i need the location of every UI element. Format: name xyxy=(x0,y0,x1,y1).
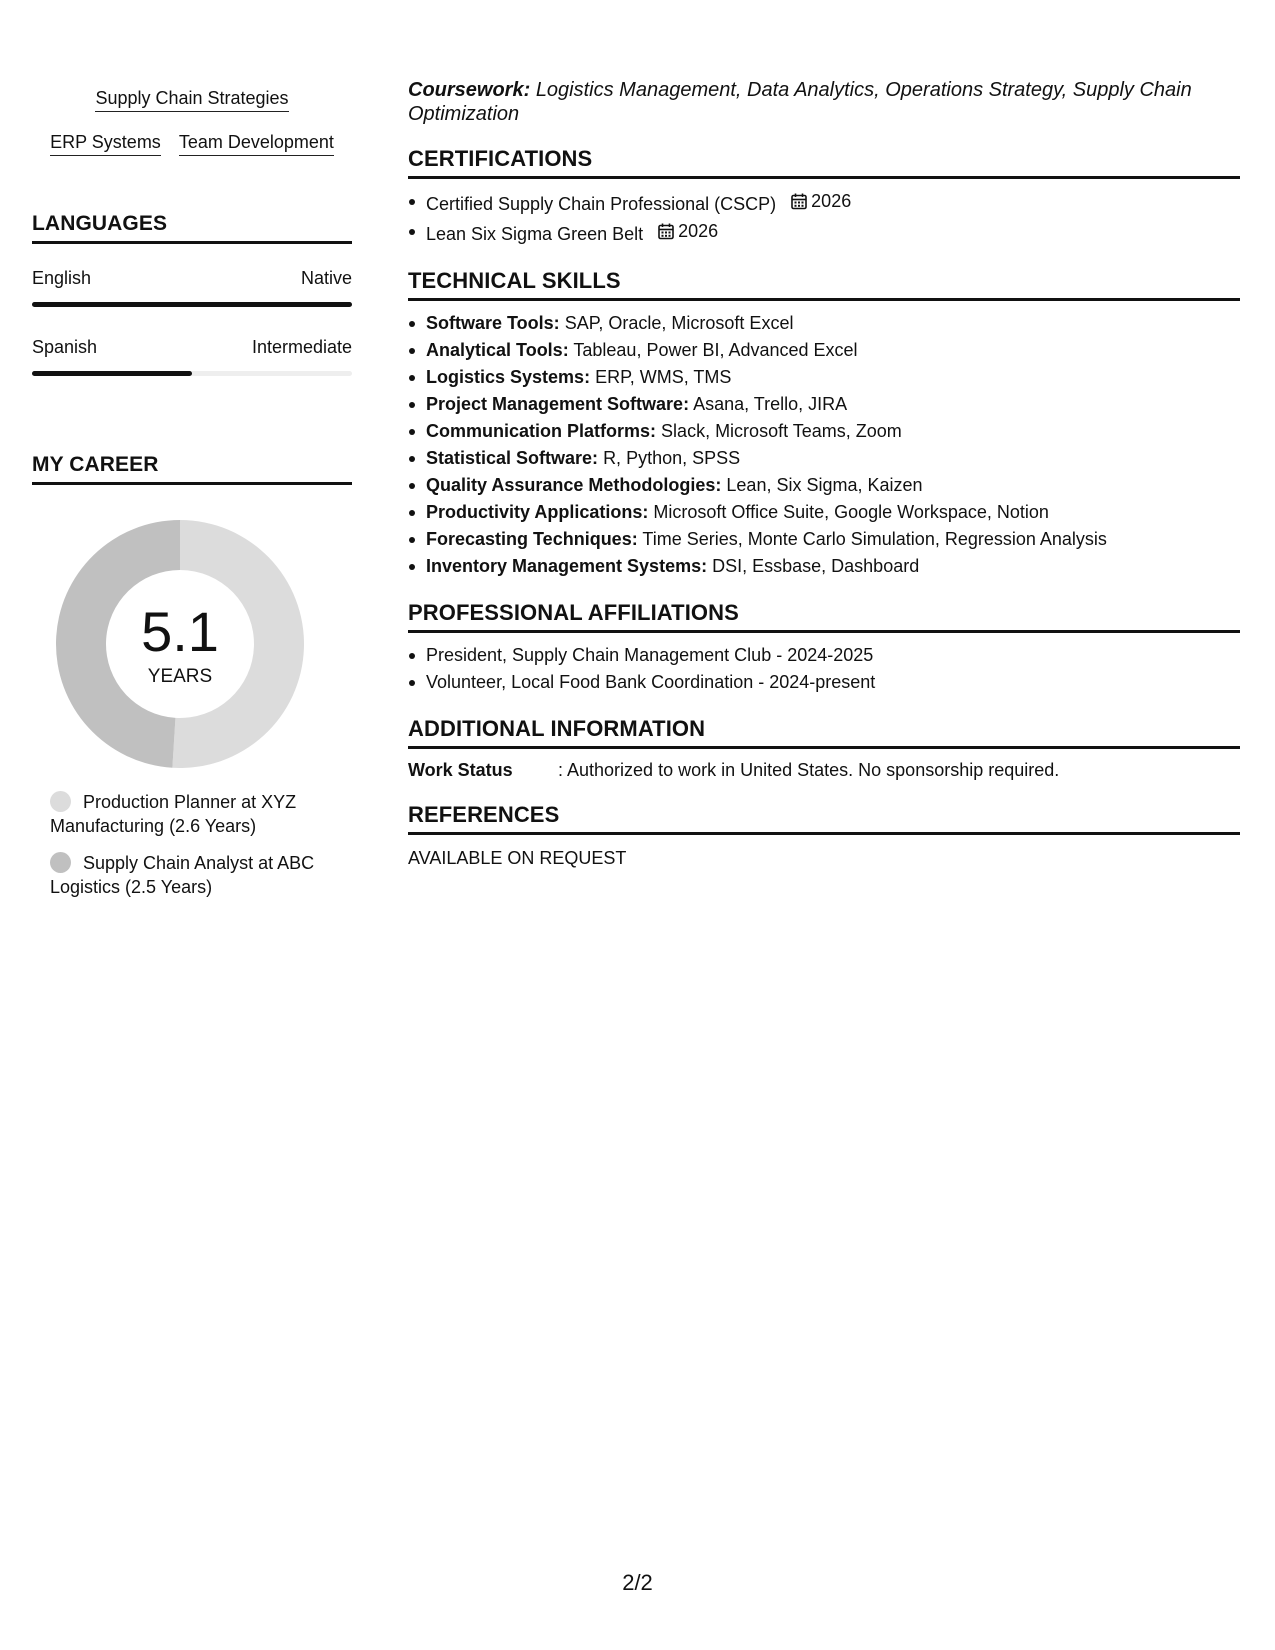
references-title: REFERENCES xyxy=(408,802,560,827)
skill-tags xyxy=(32,86,352,174)
technical-skill-item xyxy=(408,472,1240,499)
technical-skill-item xyxy=(408,499,1240,526)
languages-title: LANGUAGES xyxy=(32,212,168,235)
references-section xyxy=(408,802,1240,870)
skill-tag: Supply Chain Strategies xyxy=(95,86,288,112)
coursework xyxy=(408,78,1240,126)
coursework-text: Logistics Management, Data Analytics, Operations Strategy, Supply Chain Optimization xyxy=(408,79,1192,125)
affiliations-section xyxy=(408,600,1240,696)
coursework-label: Coursework: xyxy=(408,79,531,101)
affiliation-item: Volunteer, Local Food Bank Coordination - 2024-present xyxy=(408,669,1240,696)
skill-category: Project Management Software: xyxy=(426,394,690,414)
legend-dot-icon xyxy=(50,791,71,812)
certification-year: 2026 xyxy=(678,221,719,241)
technical-skills-list xyxy=(408,310,1240,580)
work-status-value: : Authorized to work in United States. No sponsorship required. xyxy=(558,760,1060,780)
skill-values: Microsoft Office Suite, Google Workspace, Notion xyxy=(653,502,1049,522)
technical-skill-item xyxy=(408,364,1240,391)
technical-skill-item xyxy=(408,445,1240,472)
technical-skill-item xyxy=(408,418,1240,445)
career-role-label: Production Planner at XYZ Manufacturing (2.6 Years) xyxy=(50,792,297,836)
certification-item xyxy=(408,218,1240,248)
section-divider xyxy=(32,241,352,244)
affiliations-list xyxy=(408,642,1240,696)
page-number: 2/2 xyxy=(622,1570,653,1595)
skill-values: Asana, Trello, JIRA xyxy=(693,394,848,414)
skill-values: Slack, Microsoft Teams, Zoom xyxy=(661,421,902,441)
certification-name: Certified Supply Chain Professional (CSCP) xyxy=(426,194,777,214)
certifications-section xyxy=(408,146,1240,248)
skill-category: Forecasting Techniques: xyxy=(426,529,638,549)
career-legend-item xyxy=(50,790,350,838)
certifications-list xyxy=(408,188,1240,248)
skill-values: Time Series, Monte Carlo Simulation, Regression Analysis xyxy=(642,529,1107,549)
section-divider xyxy=(408,832,1240,835)
career-years-label: YEARS xyxy=(147,666,213,687)
skill-values: SAP, Oracle, Microsoft Excel xyxy=(564,313,794,333)
skill-values: Tableau, Power BI, Advanced Excel xyxy=(573,340,858,360)
technical-skill-item xyxy=(408,337,1240,364)
language-level: Native xyxy=(300,268,352,288)
skill-category: Quality Assurance Methodologies: xyxy=(426,475,722,495)
career-legend-item xyxy=(50,851,350,899)
language-proficiency-fill xyxy=(32,371,192,376)
career-title: MY CAREER xyxy=(32,453,159,476)
career-role-label: Supply Chain Analyst at ABC Logistics (2.5 Years) xyxy=(50,853,315,897)
technical-skill-item xyxy=(408,391,1240,418)
technical-skill-item xyxy=(408,310,1240,337)
work-status-row xyxy=(408,758,1240,782)
career-donut-chart xyxy=(56,520,304,768)
certification-item xyxy=(408,188,1240,218)
language-proficiency-bar xyxy=(32,371,352,376)
section-divider xyxy=(408,176,1240,179)
language-item xyxy=(32,266,352,307)
skill-category: Inventory Management Systems: xyxy=(426,556,708,576)
language-proficiency-fill xyxy=(32,302,352,307)
language-name: Spanish xyxy=(32,337,98,357)
certification-date xyxy=(658,218,718,245)
section-divider xyxy=(408,746,1240,749)
affiliation-item: President, Supply Chain Management Club - 2024-2025 xyxy=(408,642,1240,669)
calendar-icon xyxy=(791,193,807,210)
career-legend xyxy=(50,790,350,912)
skill-category: Communication Platforms: xyxy=(426,421,657,441)
language-level: Intermediate xyxy=(251,337,352,357)
skill-values: Lean, Six Sigma, Kaizen xyxy=(726,475,923,495)
language-item xyxy=(32,335,352,376)
additional-info-title: ADDITIONAL INFORMATION xyxy=(408,716,706,741)
affiliations-title: PROFESSIONAL AFFILIATIONS xyxy=(408,600,739,625)
section-divider xyxy=(408,298,1240,301)
languages-section-header xyxy=(32,211,352,244)
skill-row xyxy=(32,86,352,112)
language-proficiency-bar xyxy=(32,302,352,307)
certifications-title: CERTIFICATIONS xyxy=(408,146,593,171)
skill-values: R, Python, SPSS xyxy=(603,448,741,468)
skill-tag: ERP Systems xyxy=(50,130,161,156)
additional-info-section xyxy=(408,716,1240,782)
certification-date xyxy=(791,188,851,215)
technical-skills-section xyxy=(408,268,1240,580)
right-column xyxy=(408,78,1240,870)
skill-category: Analytical Tools: xyxy=(426,340,569,360)
skill-category: Statistical Software: xyxy=(426,448,599,468)
skill-values: DSI, Essbase, Dashboard xyxy=(712,556,920,576)
skill-values: ERP, WMS, TMS xyxy=(595,367,732,387)
skill-category: Logistics Systems: xyxy=(426,367,591,387)
work-status-label: Work Status xyxy=(408,760,513,780)
legend-dot-icon xyxy=(50,852,71,873)
skill-row xyxy=(32,130,352,156)
certification-year: 2026 xyxy=(811,191,852,211)
references-text: AVAILABLE ON REQUEST xyxy=(408,848,627,868)
career-total-years: 5.1 xyxy=(141,600,219,663)
certification-name: Lean Six Sigma Green Belt xyxy=(426,224,644,244)
skill-category: Productivity Applications: xyxy=(426,502,649,522)
language-name: English xyxy=(32,268,92,288)
section-divider xyxy=(32,482,352,485)
skill-category: Software Tools: xyxy=(426,313,560,333)
career-section-header xyxy=(32,452,352,485)
skill-tag: Team Development xyxy=(179,130,334,156)
technical-skill-item xyxy=(408,526,1240,553)
calendar-icon xyxy=(658,223,674,240)
technical-skills-title: TECHNICAL SKILLS xyxy=(408,268,621,293)
technical-skill-item xyxy=(408,553,1240,580)
section-divider xyxy=(408,630,1240,633)
